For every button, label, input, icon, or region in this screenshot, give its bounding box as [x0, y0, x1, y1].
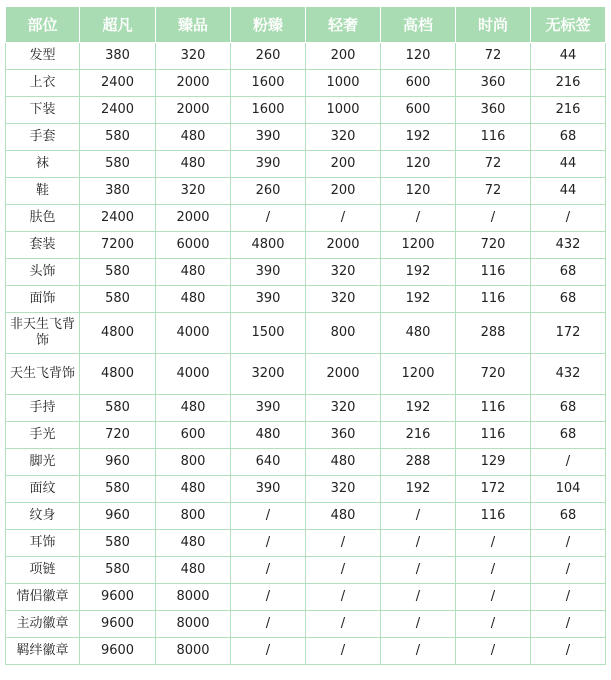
table-cell-part: 情侣徽章 — [6, 584, 80, 611]
table-cell-value: 480 — [156, 557, 231, 584]
table-cell-value: 68 — [531, 503, 606, 530]
table-cell-value: 600 — [381, 97, 456, 124]
table-row — [6, 232, 606, 259]
table-cell-value: 44 — [531, 43, 606, 70]
table-cell-value: 390 — [231, 286, 306, 313]
table-cell-value: 6000 — [156, 232, 231, 259]
table-cell-value: 320 — [306, 259, 381, 286]
table-cell-value: 7200 — [80, 232, 156, 259]
table-cell-part: 肤色 — [6, 205, 80, 232]
table-cell-value: / — [531, 611, 606, 638]
table-cell-value: 72 — [456, 178, 531, 205]
table-cell-value: 216 — [381, 422, 456, 449]
table-cell-value: 288 — [456, 313, 531, 354]
table-cell-value: 9600 — [80, 611, 156, 638]
header-gaodang: 高档 — [381, 7, 456, 43]
table-cell-value: 2000 — [156, 97, 231, 124]
table-row — [6, 530, 606, 557]
table-row — [6, 638, 606, 665]
table-cell-value: 192 — [381, 476, 456, 503]
table-cell-value: 216 — [531, 70, 606, 97]
table-cell-value: 480 — [306, 449, 381, 476]
table-cell-value: 1200 — [381, 232, 456, 259]
table-cell-value: 200 — [306, 178, 381, 205]
table-cell-value: 68 — [531, 286, 606, 313]
table-cell-value: 4800 — [80, 313, 156, 354]
table-cell-value: 320 — [306, 124, 381, 151]
table-cell-value: 68 — [531, 124, 606, 151]
table-cell-value: 480 — [231, 422, 306, 449]
table-cell-value: / — [231, 530, 306, 557]
table-cell-value: 1000 — [306, 97, 381, 124]
table-cell-value: / — [531, 205, 606, 232]
table-cell-value: 1500 — [231, 313, 306, 354]
table-cell-value: 432 — [531, 354, 606, 395]
table-cell-part: 下装 — [6, 97, 80, 124]
table-cell-value: 800 — [156, 503, 231, 530]
table-cell-value: 2000 — [306, 354, 381, 395]
table-row — [6, 70, 606, 97]
table-cell-part: 项链 — [6, 557, 80, 584]
table-cell-part: 手套 — [6, 124, 80, 151]
table-cell-value: 260 — [231, 178, 306, 205]
table-cell-value: 1600 — [231, 70, 306, 97]
table-cell-value: 640 — [231, 449, 306, 476]
table-cell-value: 390 — [231, 151, 306, 178]
table-cell-value: 120 — [381, 178, 456, 205]
table-cell-part: 天生飞背饰 — [6, 354, 80, 395]
table-cell-value: / — [531, 530, 606, 557]
table-cell-value: 104 — [531, 476, 606, 503]
table-cell-value: 320 — [306, 476, 381, 503]
table-cell-value: 8000 — [156, 584, 231, 611]
table-cell-part: 羁绊徽章 — [6, 638, 80, 665]
table-cell-value: 720 — [456, 354, 531, 395]
table-cell-value: 480 — [156, 151, 231, 178]
table-cell-value: 600 — [381, 70, 456, 97]
table-row — [6, 422, 606, 449]
table-row — [6, 354, 606, 395]
table-cell-value: 129 — [456, 449, 531, 476]
table-cell-value: 9600 — [80, 638, 156, 665]
table-cell-part: 头饰 — [6, 259, 80, 286]
header-part: 部位 — [6, 7, 80, 43]
table-cell-part: 鞋 — [6, 178, 80, 205]
table-cell-value: / — [381, 530, 456, 557]
table-cell-part: 面饰 — [6, 286, 80, 313]
table-cell-value: / — [381, 503, 456, 530]
header-qingshe: 轻奢 — [306, 7, 381, 43]
table-cell-value: 116 — [456, 395, 531, 422]
table-cell-value: / — [381, 638, 456, 665]
table-cell-value: 116 — [456, 124, 531, 151]
table-cell-value: 360 — [306, 422, 381, 449]
table-cell-value: / — [531, 557, 606, 584]
table-cell-value: 960 — [80, 503, 156, 530]
table-cell-value: 4000 — [156, 313, 231, 354]
table-cell-value: 580 — [80, 395, 156, 422]
table-row — [6, 503, 606, 530]
table-cell-value: / — [381, 205, 456, 232]
table-cell-value: 4800 — [80, 354, 156, 395]
table-cell-value: 390 — [231, 395, 306, 422]
table-cell-part: 袜 — [6, 151, 80, 178]
table-cell-value: 3200 — [231, 354, 306, 395]
table-cell-value: 320 — [306, 286, 381, 313]
table-cell-value: / — [231, 611, 306, 638]
table-row — [6, 557, 606, 584]
table-cell-value: 390 — [231, 476, 306, 503]
table-cell-value: / — [306, 638, 381, 665]
table-cell-value: 380 — [80, 178, 156, 205]
header-shishang: 时尚 — [456, 7, 531, 43]
table-cell-value: 2000 — [306, 232, 381, 259]
table-row — [6, 449, 606, 476]
table-cell-part: 手持 — [6, 395, 80, 422]
table-cell-value: / — [456, 584, 531, 611]
table-cell-part: 纹身 — [6, 503, 80, 530]
table-cell-value: 2000 — [156, 205, 231, 232]
table-cell-value: 580 — [80, 286, 156, 313]
table-cell-value: 44 — [531, 151, 606, 178]
table-cell-part: 面纹 — [6, 476, 80, 503]
table-cell-value: 120 — [381, 151, 456, 178]
table-cell-value: 580 — [80, 557, 156, 584]
table-cell-value: 172 — [456, 476, 531, 503]
table-cell-value: 120 — [381, 43, 456, 70]
table-row — [6, 584, 606, 611]
table-cell-part: 耳饰 — [6, 530, 80, 557]
table-cell-value: 116 — [456, 259, 531, 286]
table-cell-value: / — [531, 584, 606, 611]
table-cell-value: 320 — [156, 178, 231, 205]
table-cell-value: 2400 — [80, 97, 156, 124]
header-chaofan: 超凡 — [80, 7, 156, 43]
table-row — [6, 205, 606, 232]
table-cell-value: 192 — [381, 124, 456, 151]
table-cell-value: 4800 — [231, 232, 306, 259]
table-cell-value: 192 — [381, 259, 456, 286]
table-cell-part: 非天生飞背饰 — [6, 313, 80, 354]
table-cell-value: 580 — [80, 124, 156, 151]
table-cell-value: 68 — [531, 395, 606, 422]
table-row — [6, 124, 606, 151]
table-cell-value: 360 — [456, 70, 531, 97]
table-header-row — [6, 7, 606, 43]
table-cell-value: 2400 — [80, 70, 156, 97]
table-cell-value: 1600 — [231, 97, 306, 124]
table-cell-value: 720 — [456, 232, 531, 259]
table-cell-value: 260 — [231, 43, 306, 70]
table-cell-value: 432 — [531, 232, 606, 259]
table-body — [6, 43, 606, 665]
table-cell-value: 68 — [531, 259, 606, 286]
table-row — [6, 395, 606, 422]
table-cell-part: 上衣 — [6, 70, 80, 97]
table-cell-value: / — [306, 557, 381, 584]
table-cell-value: / — [231, 205, 306, 232]
table-cell-value: 480 — [156, 395, 231, 422]
table-cell-value: 580 — [80, 259, 156, 286]
table-cell-value: 2000 — [156, 70, 231, 97]
table-cell-value: 720 — [80, 422, 156, 449]
table-cell-value: 44 — [531, 178, 606, 205]
header-fenzhen: 粉臻 — [231, 7, 306, 43]
table-cell-value: 8000 — [156, 638, 231, 665]
header-no-label: 无标签 — [531, 7, 606, 43]
table-cell-value: 200 — [306, 151, 381, 178]
table-cell-value: / — [231, 584, 306, 611]
table-cell-part: 套装 — [6, 232, 80, 259]
table-cell-value: 480 — [381, 313, 456, 354]
table-cell-value: / — [306, 530, 381, 557]
table-cell-value: / — [231, 503, 306, 530]
table-cell-value: / — [456, 557, 531, 584]
table-cell-value: 480 — [156, 530, 231, 557]
table-cell-value: / — [231, 638, 306, 665]
table-cell-value: 2400 — [80, 205, 156, 232]
table-cell-value: 72 — [456, 43, 531, 70]
table-cell-value: / — [456, 205, 531, 232]
table-row — [6, 43, 606, 70]
table-cell-value: 68 — [531, 422, 606, 449]
table-cell-part: 发型 — [6, 43, 80, 70]
table-cell-value: / — [381, 584, 456, 611]
table-cell-value: 192 — [381, 395, 456, 422]
table-cell-value: 600 — [156, 422, 231, 449]
table-cell-value: 200 — [306, 43, 381, 70]
table-cell-part: 主动徽章 — [6, 611, 80, 638]
table-cell-part: 脚光 — [6, 449, 80, 476]
table-cell-value: 390 — [231, 259, 306, 286]
table-row — [6, 313, 606, 354]
table-cell-value: 360 — [456, 97, 531, 124]
table-cell-value: 480 — [156, 259, 231, 286]
table-row — [6, 151, 606, 178]
table-cell-value: 72 — [456, 151, 531, 178]
table-cell-value: 288 — [381, 449, 456, 476]
table-cell-value: 480 — [156, 286, 231, 313]
price-table — [5, 6, 606, 665]
table-cell-value: 116 — [456, 286, 531, 313]
table-cell-part: 手光 — [6, 422, 80, 449]
table-cell-value: 216 — [531, 97, 606, 124]
table-cell-value: / — [306, 611, 381, 638]
table-cell-value: / — [306, 205, 381, 232]
table-cell-value: 480 — [156, 124, 231, 151]
table-cell-value: 1000 — [306, 70, 381, 97]
table-cell-value: 480 — [156, 476, 231, 503]
table-cell-value: / — [456, 530, 531, 557]
table-row — [6, 286, 606, 313]
table-row — [6, 611, 606, 638]
table-cell-value: 800 — [306, 313, 381, 354]
table-cell-value: 320 — [306, 395, 381, 422]
table-cell-value: 380 — [80, 43, 156, 70]
table-cell-value: 8000 — [156, 611, 231, 638]
table-cell-value: 800 — [156, 449, 231, 476]
table-cell-value: 960 — [80, 449, 156, 476]
table-cell-value: / — [531, 449, 606, 476]
table-cell-value: 116 — [456, 422, 531, 449]
table-row — [6, 97, 606, 124]
table-cell-value: / — [531, 638, 606, 665]
table-cell-value: 9600 — [80, 584, 156, 611]
table-cell-value: 480 — [306, 503, 381, 530]
table-cell-value: 116 — [456, 503, 531, 530]
table-cell-value: 390 — [231, 124, 306, 151]
table-cell-value: 192 — [381, 286, 456, 313]
header-zhenpin: 臻品 — [156, 7, 231, 43]
table-cell-value: / — [381, 557, 456, 584]
table-cell-value: 1200 — [381, 354, 456, 395]
table-cell-value: 580 — [80, 530, 156, 557]
table-cell-value: 580 — [80, 151, 156, 178]
table-cell-value: / — [381, 611, 456, 638]
table-cell-value: 4000 — [156, 354, 231, 395]
table-cell-value: / — [456, 638, 531, 665]
table-row — [6, 178, 606, 205]
table-row — [6, 476, 606, 503]
table-cell-value: / — [456, 611, 531, 638]
table-cell-value: 172 — [531, 313, 606, 354]
table-cell-value: / — [231, 557, 306, 584]
table-row — [6, 259, 606, 286]
table-cell-value: 320 — [156, 43, 231, 70]
price-table-container — [5, 6, 605, 665]
table-cell-value: 580 — [80, 476, 156, 503]
table-cell-value: / — [306, 584, 381, 611]
